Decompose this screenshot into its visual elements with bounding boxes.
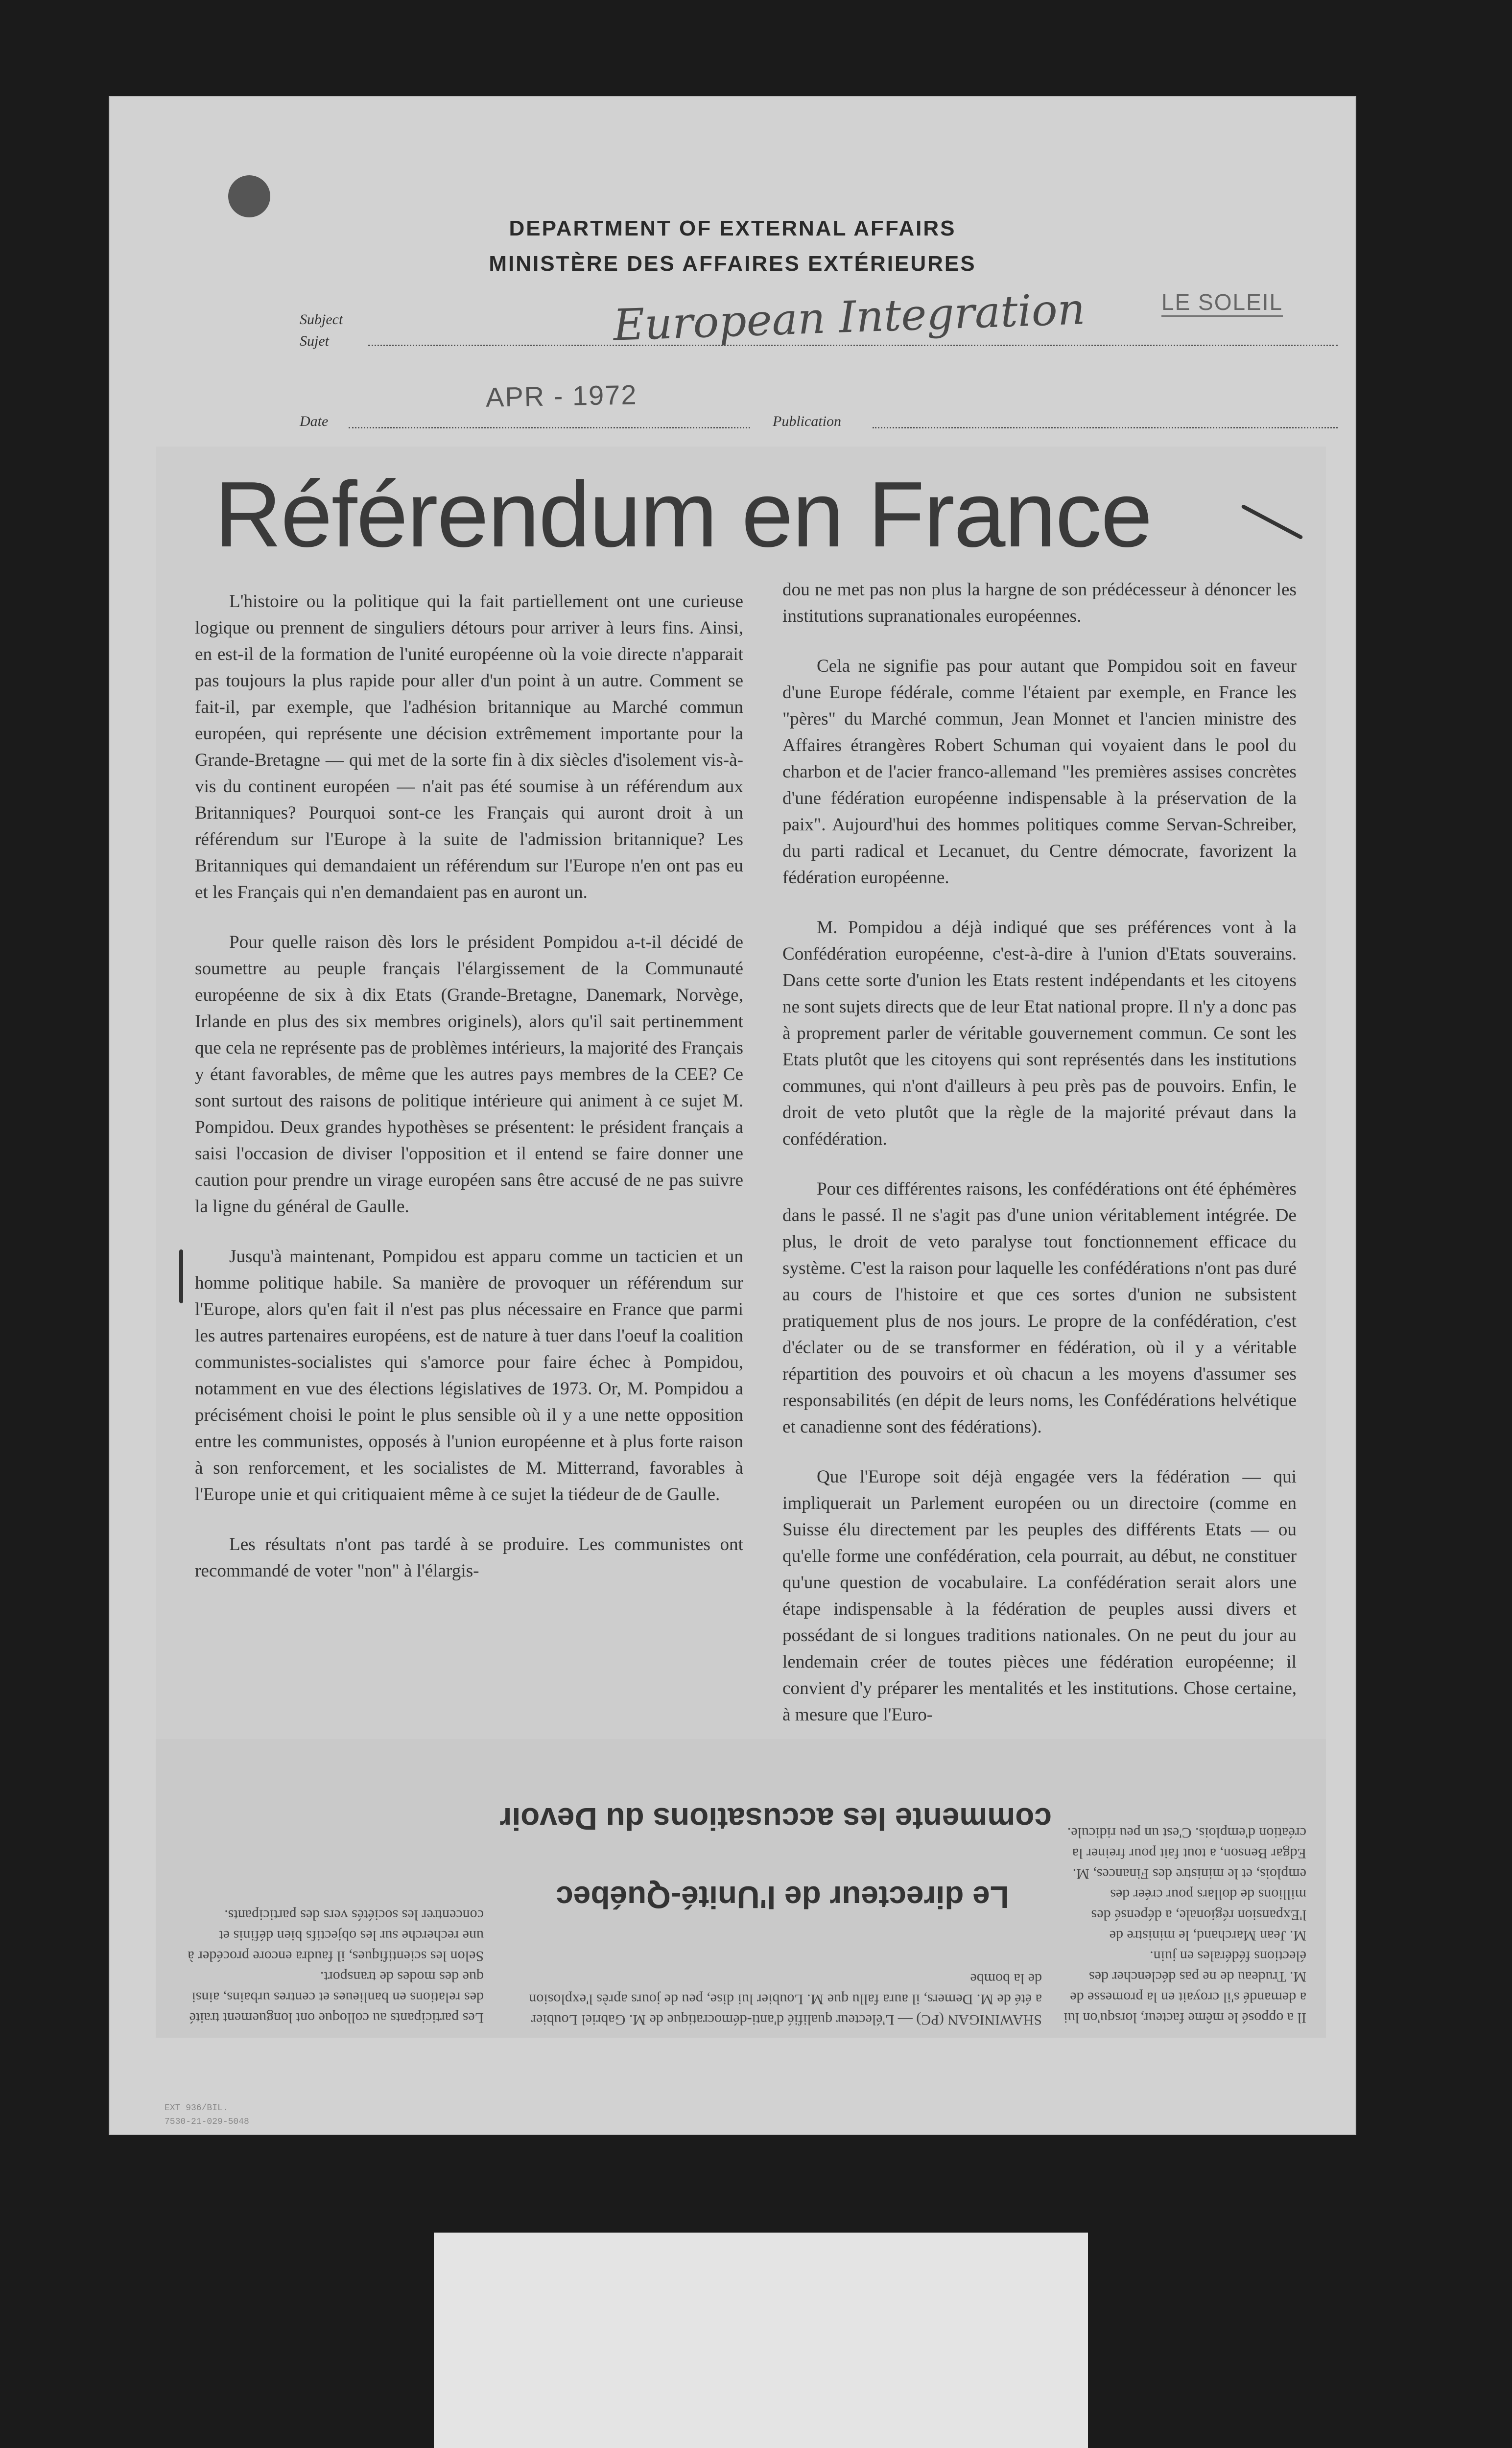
margin-mark bbox=[179, 1249, 183, 1303]
subject-label: Subject bbox=[300, 311, 343, 328]
subject-line bbox=[368, 345, 1338, 346]
article-headline: Référendum en France bbox=[214, 463, 1152, 566]
inverted-text-b: Les participants au colloque ont longuement traité des relations en banlieues et centres urbains, ainsi que des modes de transport. Selon les scientifiques, il faudra encore procéder à une recherche sur les objectifs bien définis et concentrer les sociétés vers des participants. bbox=[188, 1907, 484, 2026]
publication-stamp: LE SOLEIL bbox=[1161, 289, 1283, 317]
inverted-text-a: SHAWINIGAN (PC) — L'électeur qualifié d'anti-démocratique de M. Gabriel Loubier a été de M. Demers, il aura fallu que M. Loubier lui dise, peu de jours après l'explosion de la bombe bbox=[529, 1971, 1042, 2028]
punch-hole bbox=[228, 175, 270, 217]
form-code: EXT 936/BIL. 7530-21-029-5048 bbox=[165, 2103, 249, 2127]
right-paragraph: Cela ne signifie pas pour autant que Pompidou soit en faveur d'une Europe fédérale, comme l'étaient par exemple, en France les "pères" du Marché commun, Jean Monnet et l'ancien ministre des Affaires étrangères Robert Schuman qui voyaient dans le pool du charbon et de l'acier franco-allemand "les premières assises concrètes d'une fédération européenne indispensable à la préservation de la paix". Aujourd'hui des hommes politiques comme Servan-Schreiber, du parti radical et Lecanuet, du Centre démocrate, favorizent la fédération européenne. bbox=[782, 656, 1297, 888]
inverted-clipping bbox=[156, 1739, 1326, 2038]
publication-label: Publication bbox=[773, 413, 841, 429]
left-paragraph: Les résultats n'ont pas tardé à se produire. Les communistes ont recommandé de voter "non" à l'élargis- bbox=[195, 1534, 743, 1581]
newspaper-clipping bbox=[156, 447, 1326, 2038]
right-paragraph: Que l'Europe soit déjà engagée vers la fédération — qui impliquerait un Parlement européen ou un directoire (comme en Suisse élu directement par les peuples des différents Etats — ou qu'elle forme une confédération, cela pourrait, au début, ne constituer qu'une question de vocabulaire. La confédération serait alors une étape indispensable à la fédération de peuples aussi divers et possédant de si longues traditions nationales. On ne peut du jour au lendemain créer de toutes pièces une fédération européenne; il convient d'y préparer les mentalités et les institutions. Chose certaine, à mesure que l'Euro- bbox=[782, 1467, 1297, 1725]
article-left-column bbox=[195, 588, 743, 1608]
left-paragraph: L'histoire ou la politique qui la fait partiellement ont une curieuse logique ou prennent de singuliers détours pour arriver à leurs fins. Ainsi, en est-il de la formation de l'unité européenne où la voie directe n'apparait pas toujours la plus rapide pour aller d'un point à un autre. Comment se fait-il, par exemple, que l'adhésion britannique au Marché commun européen, qui représente une décision extrêmement importante pour la Grande-Bretagne — qui met de la sorte fin à dix siècles d'isolement vis-à-vis du continent européen — n'ait pas été soumise à un référendum aux Britanniques? Pourquoi sont-ce les Français qui auront droit à un référendum sur l'Europe à la suite de l'admission britannique? Les Britanniques qui demandaient un référendum sur l'Europe n'en ont pas eu et les Français qui n'en demandaient pas en auront un. bbox=[195, 591, 743, 902]
left-paragraph: Jusqu'à maintenant, Pompidou est apparu comme un tacticien et un homme politique habile. Sa manière de provoquer un référendum sur l'Europe, alors qu'en fait il n'est pas plus nécessaire en France que parmi les autres partenaires européens, est de nature à tuer dans l'oeuf la coalition communistes-socialistes qui s'amorce pour faire échec à Pompidou, notamment en vue des élections législatives de 1973. Or, M. Pompidou a précisément choisi le point le plus sensible où il y a une nette opposition entre les communistes, opposés à l'union européenne et à plus forte raison à son renforcement, et les socialistes de M. Mitterrand, favorables à l'Europe unie et qui critiquaient même à ce sujet la tiédeur de de Gaulle. bbox=[195, 1247, 743, 1505]
department-name-fr: MINISTÈRE DES AFFAIRES EXTÉRIEURES bbox=[489, 252, 976, 276]
blank-card bbox=[434, 2233, 1088, 2448]
date-label: Date bbox=[300, 413, 329, 429]
sujet-label: Sujet bbox=[300, 333, 329, 349]
pen-mark bbox=[1241, 504, 1303, 540]
date-stamp: APR - 1972 bbox=[485, 379, 638, 413]
right-paragraph: dou ne met pas non plus la hargne de son prédécesseur à dénoncer les institutions supranationales européennes. bbox=[782, 580, 1297, 626]
article-right-column bbox=[782, 577, 1297, 1752]
right-paragraph: M. Pompidou a déjà indiqué que ses préférences vont à la Confédération européenne, c'est-à-dire à l'union d'Etats souverains. Dans cette sorte d'union les Etats restent indépendants et les citoyens ne sont sujets directs que de leur Etat national propre. Il n'y a donc pas à proprement parler de véritable gouvernement commun. Ce sont les Etats plutôt que les citoyens qui sont représentés dans les institutions communes, qui n'ont d'ailleurs à peu près pas de pouvoirs. Enfin, le droit de veto plutôt que la règle de la majorité prévaut dans la confédération. bbox=[782, 918, 1297, 1149]
inverted-headline-2: commente les accusations du Devoir bbox=[499, 1801, 1052, 1836]
date-line bbox=[349, 427, 750, 428]
subject-handwriting: European Integration bbox=[612, 283, 1086, 351]
right-paragraph: Pour ces différentes raisons, les confédérations ont été éphémères dans le passé. Il ne s'agit pas d'une union véritablement intégrée. De plus, le droit de veto paralyse tout fonctionnement efficace du système. C'est la raison pour laquelle les confédérations n'ont pas duré au cours de l'histoire et que ces sortes d'union ne subsistent pratiquement plus de nos jours. Le propre de la confédération, c'est d'éclater ou de se transformer en fédération, où il y a véritable répartition des pouvoirs et où chacun a les moyens d'assumer ses responsabilités (en dépit de leurs noms, les Confédérations helvétique et canadienne sont des fédérations). bbox=[782, 1179, 1297, 1437]
publication-line bbox=[873, 427, 1338, 428]
department-name-en: DEPARTMENT OF EXTERNAL AFFAIRS bbox=[509, 216, 956, 240]
inverted-headline-1: Le directeur de l'Unité-Québec bbox=[556, 1880, 1009, 1915]
left-paragraph: Pour quelle raison dès lors le président Pompidou a-t-il décidé de soumettre au peuple français l'élargissement de la Communauté européenne de six à dix Etats (Grande-Bretagne, Danemark, Norvège, Irlande en plus des six membres originels), alors qu'il sait pertinemment que cela ne représente pas de problèmes intérieurs, la majorité des Français y étant favorables, de même que les autres pays membres de la CEE? Ce sont surtout des raisons de politique intérieure qui animent à ce sujet M. Pompidou. Deux grandes hypothèses se présentent: le président français a saisi l'occasion de diviser l'opposition et il entend se faire donner une caution pour prendre un virage européen sans être accusé de ne pas suivre la ligne du général de Gaulle. bbox=[195, 932, 743, 1217]
inverted-text-c: Il a opposé le même facteur, lorsqu'on lui a demandé s'il croyait en la promesse de M. Trudeau de ne pas déclencher des élections fédérales en juin. M. Jean Marchand, le ministre de l'Expansion régionale, a dépensé des millions de dollars pour créer des emplois, et le ministre des Finances, M. Edgar Benson, a tout fait pour freiner la création d'emplois. C'est un peu ridicule. bbox=[1063, 1825, 1306, 2026]
